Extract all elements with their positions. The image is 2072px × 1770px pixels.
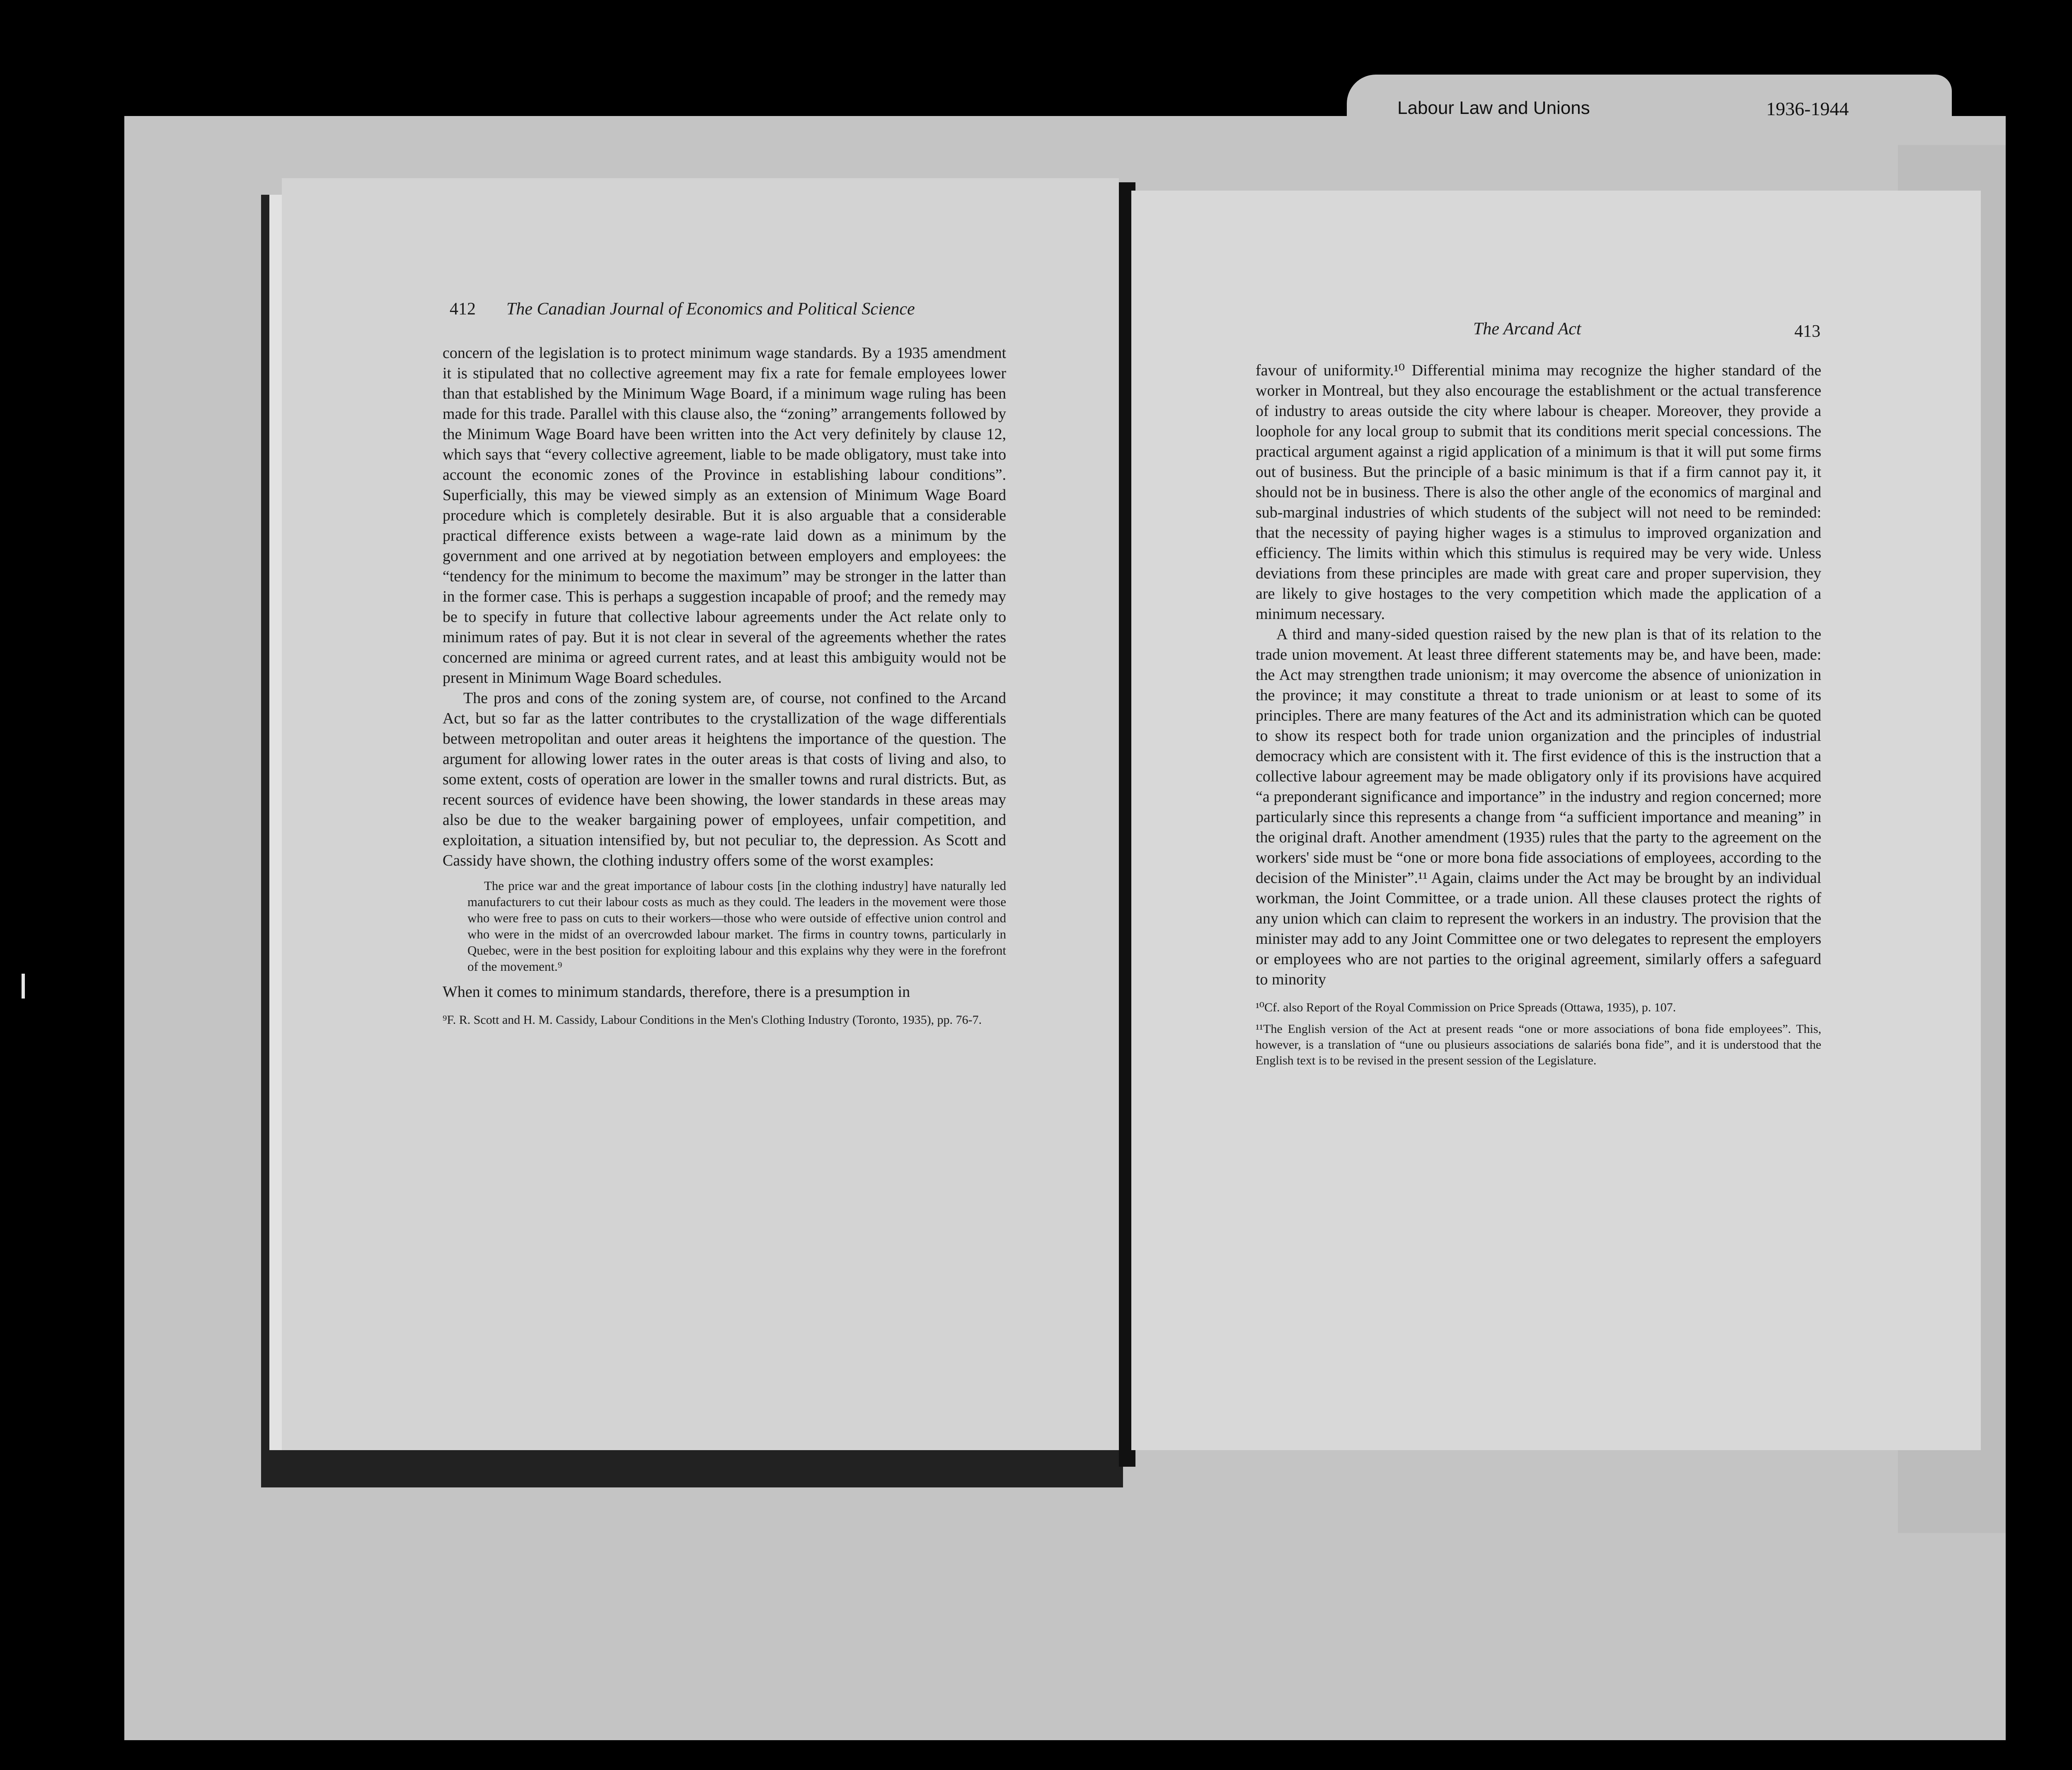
right-page-body: [1256, 360, 1821, 1069]
right-page-number: 413: [1794, 322, 1820, 341]
left-running-head: The Canadian Journal of Economics and Political Science: [506, 300, 915, 319]
footnote: ¹¹The English version of the Act at present reads “one or more associations of bona fide employees”. This, however, is a translation of “une ou plusieurs associations de salariés bona fide”, and it is understood that the English text is to be revised in the present session of the Legislature.: [1256, 1022, 1821, 1067]
folder-tab-years: 1936-1944: [1766, 98, 1849, 119]
paragraph: When it comes to minimum standards, therefore, there is a presumption in: [443, 983, 910, 1001]
scan-mark: [22, 974, 25, 999]
right-running-head: The Arcand Act: [1473, 319, 1581, 339]
folder-tab-title: Labour Law and Unions: [1397, 98, 1590, 118]
paragraph: favour of uniformity.¹⁰ Differential minima may recognize the higher standard of the worker in Montreal, but they also encourage the establishment or the actual transference of industry to areas outside the city where labour is cheaper. Moreover, they provide a loophole for any local group to submit that its conditions merit special concessions. The practical argument against a rigid application of a minimum is that it will put some firms out of business. But the principle of a basic minimum is that if a firm cannot pay it, it should not be in business. There is also the other angle of the economics of marginal and sub-marginal industries of which students of the subject will not need to be reminded: that the necessity of paying higher wages is a stimulus to improved organization and efficiency. The limits within which this stimulus is required may be very wide. Unless deviations from these principles are made with great care and proper supervision, they are likely to give hostages to the very competition which made the application of a minimum necessary.: [1256, 362, 1821, 623]
paragraph: concern of the legislation is to protect minimum wage standards. By a 1935 amendment it is stipulated that no collective agreement may fix a rate for female employees lower than that established by the Minimum Wage Board, if a minimum wage ruling has been made for this trade. Parallel with this clause also, the “zoning” arrangements followed by the Minimum Wage Board have been written into the Act very definitely by clause 12, which says that “every collective agreement, liable to be made obligatory, must take into account the economic zones of the Province in establishing labour conditions”. Superficially, this may be viewed simply as an extension of Minimum Wage Board procedure which is completely desirable. But it is also arguable that a considerable practical difference exists between a wage-rate laid down as a minimum by the government and one arrived at by negotiation between employers and employees: the “tendency for the minimum to become the maximum” may be stronger in the latter than in the former case. This is perhaps a suggestion incapable of proof; and the remedy may be to specify in future that collective labour agreements under the Act relate only to minimum rates of pay. But it is not clear in several of the agreements whether the rates concerned are minima or agreed current rates, and at least this ambiguity would not be present in Minimum Wage Board schedules.: [443, 344, 1006, 687]
paragraph: A third and many-sided question raised by the new plan is that of its relation to the trade union movement. At least three different statements may be, and have been, made: the Act may strengthen trade unionism; it may overcome the absence of unionization in the province; it may constitute a threat to trade unionism or at least to some of its principles. There are many features of the Act and its administration which can be quoted to show its respect both for trade union organization and the principles of industrial democracy which are consistent with it. The first evidence of this is the instruction that a collective labour agreement may be made obligatory only if its provisions have acquired “a preponderant significance and importance” in the industry and region concerned; more particularly since this represents a change from “a sufficient importance and meaning” in the original draft. Another amendment (1935) rules that the party to the agreement on the workers' side must be “one or more bona fide associations of employees, according to the decision of the Minister”.¹¹ Again, claims under the Act may be brought by an individual workman, the Joint Committee, or a trade union. All these clauses protect the rights of any union which can claim to represent the workers in an industry. The provision that the minister may add to any Joint Committee one or two delegates to represent the employers or employees who are not parties to the original agreement, similarly offers a safeguard to minority: [1256, 626, 1821, 988]
paragraph: The pros and cons of the zoning system are, of course, not confined to the Arcand Act, but so far as the latter contributes to the crystallization of the wage differentials between metropolitan and outer areas it heightens the importance of the question. The argument for allowing lower rates in the outer areas is that costs of living and also, to some extent, costs of operation are lower in the smaller towns and rural districts. But, as recent sources of evidence have been showing, the lower standards in these areas may also be due to the weaker bargaining power of employees, unfair competition, and exploitation, a situation intensified by, but not peculiar to, the depression. As Scott and Cassidy have shown, the clothing industry offers some of the worst examples:: [443, 689, 1006, 869]
footnote: ¹⁰Cf. also Report of the Royal Commission on Price Spreads (Ottawa, 1935), p. 107.: [1256, 1001, 1676, 1014]
left-page-body: [443, 343, 1006, 1028]
footnote: ⁹F. R. Scott and H. M. Cassidy, Labour Conditions in the Men's Clothing Industry (Toronto, 1935), pp. 76-7.: [443, 1013, 982, 1027]
block-quote: The price war and the great importance of labour costs [in the clothing industry] have naturally led manufacturers to cut their labour costs as much as they could. The leaders in the movement were those who were free to pass on cuts to their workers—those who were outside of effective union control and who were in the midst of an overcrowded labour market. The firms in country towns, particularly in Quebec, were in the best position for exploiting labour and this explains why they were in the forefront of the movement.⁹: [467, 878, 1006, 974]
left-page-number: 412: [450, 300, 476, 319]
